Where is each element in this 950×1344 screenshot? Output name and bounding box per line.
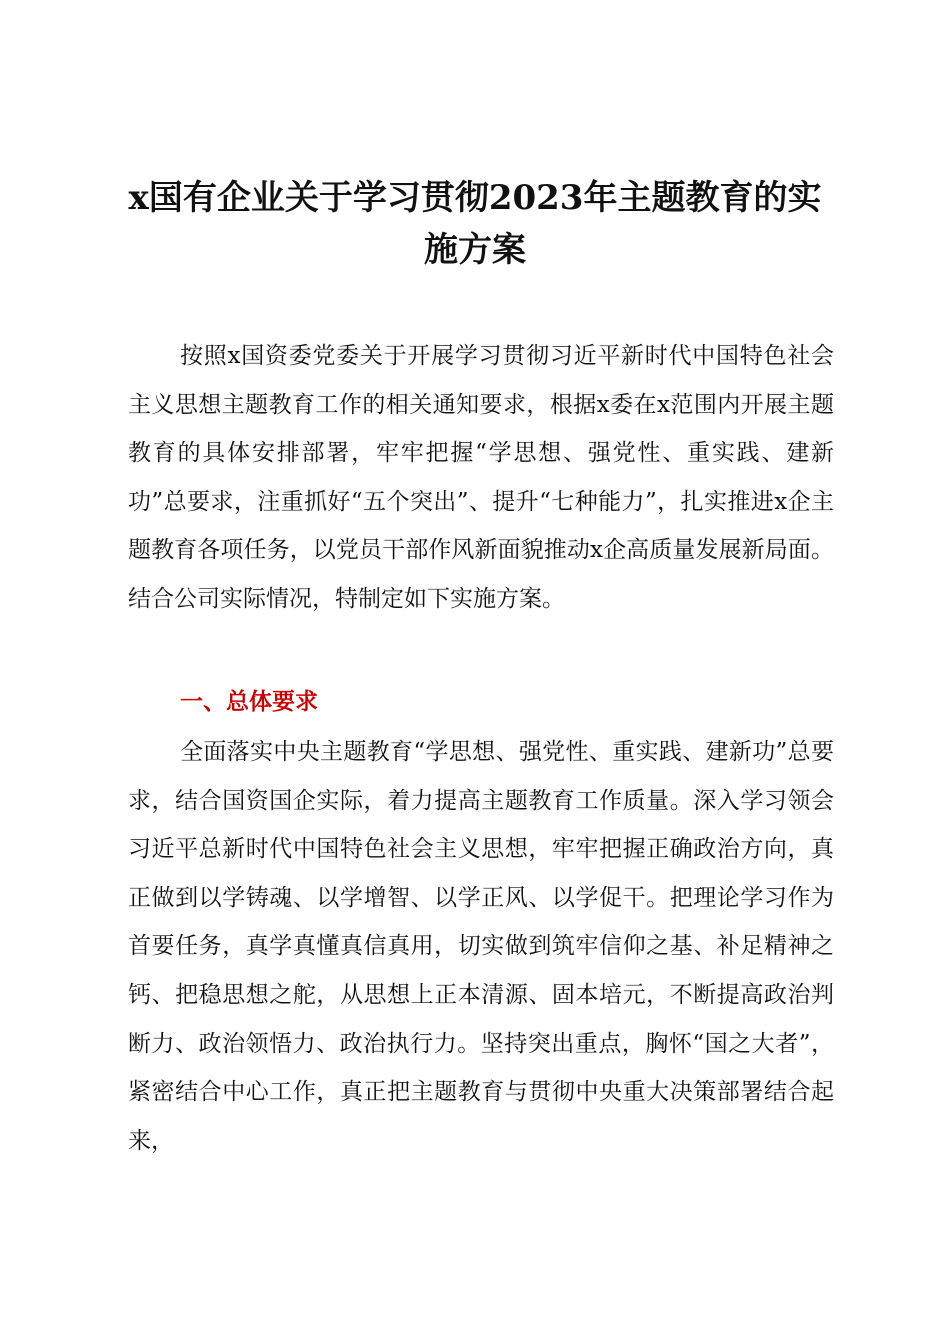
document-title: x国有企业关于学习贯彻2023年主题教育的实施方案 [128, 178, 822, 270]
section-heading-overall-requirements: 一、总体要求 [180, 689, 318, 715]
section-1-paragraph: 全面落实中央主题教育“学思想、强党性、重实践、建新功”总要求，结合国资国企实际，着力提高主题教育工作质量。深入学习领会习近平总新时代中国特色社会主义思想，牢牢把握正确政治方向，真正做到以学铸魂、以学增智、以学正风、以学促干。把理论学习作为首要任务，真学真懂真信真用，切实做到筑牢信仰之基、补足精神之钙、把稳思想之舵，从思想上正本清源、固本培元，不断提高政治判断力、政治领悟力、政治执行力。坚持突出重点，胸怀“国之大者”，紧密结合中心工作，真正把主题教育与贯彻中央重大决策部署结合起来， [128, 739, 834, 1154]
intro-paragraph: 按照x国资委党委关于开展学习贯彻习近平新时代中国特色社会主义思想主题教育工作的相关通知要求，根据x委在x范围内开展主题教育的具体安排部署，牢牢把握“学思想、强党性、重实践、建新功”总要求，注重抓好“五个突出”、提升“七种能力”，扎实推进x企主题教育各项任务，以党员干部作风新面貌推动x企高质量发展新局面。结合公司实际情况，特制定如下实施方案。 [128, 343, 834, 612]
